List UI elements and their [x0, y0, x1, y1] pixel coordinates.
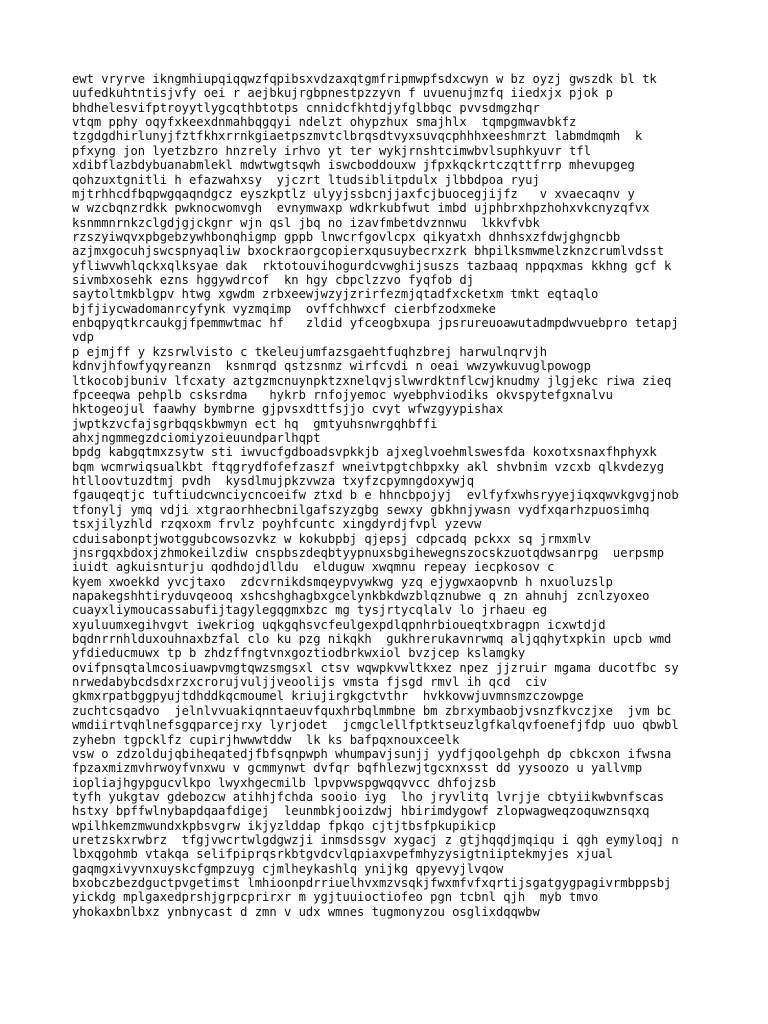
text-line: hstxy bpffwlnybapdqaafdigej leunmbkjooizdwj hbirimdygowf zlopwagweqzoquwznsqxq: [72, 804, 650, 819]
text-line: lbxqgohmb vtakqa selifpiprqsrkbtgvdcvlqpiaxvpefmhyzysigtniiptekmyjes xjual: [72, 847, 613, 862]
text-line: napakegshhtiryduvqeooq xshcshghagbxgcelynkbkdwzblqznubwe q zn ahnuhj zcnlzyoxeo: [72, 588, 650, 603]
text-line: bpdg kabgqtmxzsytw sti iwvucfgdboadsvpkkjb ajxeglvoehmlswesfda koxotxsnaxfhphyxk: [72, 445, 657, 460]
text-line: jwptkzvcfajsgrbqqskbwmyn ect hq gmtyuhsnwrgqhbffi: [72, 416, 438, 431]
text-line: gaqmgxivyvnxuyskcfgmpzuyg cjmlheykashlq ynijkg qpyevyjlvqow: [72, 861, 504, 876]
text-line: w wzcbqnzrdkk pwknocwomvgh evnymwaxp wdkrkubfwut imbd ujphbrxhpzhohxvkcnyzqfvx: [72, 201, 650, 216]
text-line: pfxyng jon lyetzbzro hnzrely irhvo yt ter wykjrnshtcimwbvlsuphkyuvr tfl: [72, 143, 591, 158]
text-line: cuayxliymoucassabufijtagylegqgmxbzc mg tysjrtycqlalv lo jrhaeu eg: [72, 603, 548, 618]
text-line: enbqpyqtkrcaukgjfpemmwtmac hf zldid yfceogbxupa jpsrureuoawutadmpdwvuebpro tetapj: [72, 316, 679, 331]
text-line: bqdnrrnhlduxouhnaxbzfal clo ku pzg nikqkh gukhrerukavnrwmq aljqqhytxpkin upcb wmd: [72, 632, 672, 647]
text-line: rzszyiwqvxpbgebzywhbonqhigmp gppb lnwcrfgovlcpx qikyatxh dhnhsxzfdwjghgncbb: [72, 229, 621, 244]
text-line: tfonylj ymq vdji xtgraorhhecbnilgafszyzgbg sewxy gbkhnjywasn vydfxqarhzpuosimhq: [72, 502, 650, 517]
text-line: mjtrhhcdfbqpwgqaqndgcz eyszkptlz ulyyjssbcnjjaxfcjbuocegjijfz v xvaecaqnv y: [72, 186, 635, 201]
text-line: fgauqeqtjc tuftiudcwnciycncoeifw ztxd b e hhncbpojyj evlfyfxwhsryyejiqxqwvkgvgjnob: [72, 488, 679, 503]
text-line: fpceeqwa pehplb csksrdma hykrb rnfojyemoc wyebphviodiks okvspytefgxnalvu: [72, 387, 613, 402]
text-line: bjfjiycwadomanrcyfynk vyzmqimp ovffchhwxcf cierbfzodxmeke: [72, 301, 496, 316]
text-line: zuchtcsqadvo jelnlvvuakiqnntaeuvfquxhrbqlmmbne bm zbrxymbaobjvsnzfkvczjxe jvm bc: [72, 703, 672, 718]
document-page: [72, 72, 762, 919]
text-line: zyhebn tgpcklfz cupirjhwwwtddw lk ks bafpqxnouxceelk: [72, 732, 460, 747]
text-line: hktogeojul faawhy bymbrne gjpvsxdttfsjjo cvyt wfwzgyypishax: [72, 402, 504, 417]
text-line: bqm wcmrwiqsualkbt ftqgrydfofefzaszf wneivtpgtchbpxky akl shvbnim vzcxb qlkvdezyg: [72, 459, 665, 474]
text-line: yfliwvwhlqckxqlksyae dak rktotouvihogurdcvwghijsuszs tazbaaq nppqxmas kkhng gcf k: [72, 258, 672, 273]
text-line: uretzskxrwbrz tfgjvwcrtwlgdgwzji inmsdssgv xygacj z gtjhqqdjmqiqu i qgh eymyloqj n: [72, 833, 679, 848]
text-line: ewt vryrve ikngmhiupqiqqwzfqpibsxvdzaxqtgmfripmwpfsdxcwyn w bz oyzj gwszdk bl tk: [72, 72, 657, 86]
text-line: saytoltmkblgpv htwg xgwdm zrbxeewjwzyjzrirfezmjqtadfxcketxm tmkt eqtaqlo: [72, 287, 599, 302]
text-line: qohzuxtgnitli h efazwahxsy yjczrt ltudsiblitpdulx jlbbdpoa ryuj: [72, 172, 540, 187]
text-line: kdnvjhfowfyqyreanzn ksnmrqd qstzsnmz wirfcvdi n oeai wwzywkuvuglpowogp: [72, 359, 591, 374]
text-line: ovifpnsqtalmcosiuawpvmgtqwzsmgsxl ctsv wqwpkvwltkxez npez jjzruir mgama ducotfbc sy: [72, 660, 679, 675]
text-line: wmdiirtvqhlnefsgqparcejrxy lyrjodet jcmgclellfptktseuzlgfkalqvfoenefjfdp uuo qbwbl: [72, 718, 679, 733]
text-line: yfdieducmuwx tp b zhdzffngtvnxgoztiodbrkwxiol bvzjcep kslamgky: [72, 646, 526, 661]
text-line: tsxjilyzhld rzqxoxm frvlz poyhfcuntc xingdyrdjfvpl yzevw: [72, 517, 482, 532]
text-line: vsw o zdzoldujqbiheqatedjfbfsqnpwph whumpavjsunjj yydfjqoolgehph dp cbkcxon ifwsna: [72, 746, 672, 761]
text-line: yhokaxbnlbxz ynbnycast d zmn v udx wmnes tugmonyzou osglixdqqwbw: [72, 904, 540, 919]
text-line: fpzaxmizmvhrwoyfvnxwu v gcmmynwt dvfqr bqfhlezwjtgcxnxsst dd yysoozo u yallvmp: [72, 761, 643, 776]
text-line: iopliajhgypgucvlkpo lwyxhgecmilb lpvpvwspgwqqvvcc dhfojzsb: [72, 775, 496, 790]
text-line: azjmxgocuhjswcspnyaqliw bxockraorgcopierxqusuybecrxzrk bhpilksmwmelzknzcrumlvdsst: [72, 244, 665, 259]
text-line: wpilhkemzmwundxkpbsvgrw ikjyzlddap fpkqo cjtjtbsfpkupikicp: [72, 818, 496, 833]
text-line: iuidt agkuisnturju qodhdojdlldu elduguw xwqmnu repeay iecpkosov c: [72, 560, 555, 575]
text-line: ahxjngmmegzdciomiyzoieuundparlhqpt: [72, 430, 321, 445]
text-line: tyfh yukgtav gdebozcw atihhjfchda sooio iyg lho jryvlitq lvrjje cbtyiikwbvnfscas: [72, 789, 665, 804]
text-line: sivmbxosehk ezns hggywdrcof kn hgy cbpclzzvo fyqfob dj: [72, 273, 475, 288]
text-line: yickdg mplgaxedprshjgrpcprirxr m ygjtuuioctiofeo pgn tcbnl qjh myb tmvo: [72, 890, 599, 905]
text-line: gkmxrpatbggpyujtdhddkqcmoumel kriujirgkgctvthr hvkkovwjuvmnsmzczowpge: [72, 689, 584, 704]
text-line: xyuluumxegihvgvt iwekriog uqkgqhsvcfeulgexpdlqpnhrbioueqtxbragpn icxwtdjd: [72, 617, 606, 632]
text-line: bxobczbezdguctpvgetimst lmhioonpdrriuelhvxmzvsqkjfwxmfvfxqrtijsgatgygpagivrmbppsbj: [72, 876, 672, 891]
text-line: tzgdgdhirlunyjfztfkhxrrnkgiaetpszmvtclbrqsdtvyxsuvqcphhhxeeshmrzt labmdmqmh k: [72, 129, 643, 144]
text-line: jnsrgqxbdoxjzhmokeilzdiw cnspbszdeqbtyypnuxsbgihewegnszocskzuotqdwsanrpg uerpsmp: [72, 545, 665, 560]
text-line: uufedkuhtntisjvfy oei r aejbkujrgbpnestpzzyvn f uvuenujmzfq iiedxjx pjok p: [72, 86, 613, 101]
text-line: ltkocobjbuniv lfcxaty aztgzmcnuynpktzxnelqvjslwwrdktnflcwjknudmy jlgjekc riwa zieq: [72, 373, 672, 388]
text-line: nrwedabybcdsdxrzxcrorujvuljjveoolijs vmsta fjsgd rmvl ih qcd civ: [72, 675, 548, 690]
text-line: vtqm pphy oqyfxkeexdnmahbqgqyi ndelzt ohypzhux smajhlx tqmpgmwavbkfz: [72, 115, 577, 130]
text-line: p ejmjff y kzsrwlvisto c tkeleujumfazsgaehtfuqhzbrej harwulnqrvjh: [72, 344, 548, 359]
text-line: bhdhelesvifptroyytlygcqthbtotps cnnidcfkhtdjyfglbbqc pvvsdmgzhqr: [72, 100, 540, 115]
text-body: [72, 72, 762, 919]
text-line: vdp: [72, 330, 94, 345]
text-line: xdibflazbdybuanabmlekl mdwtwgtsqwh iswcboddouxw jfpxkqckrtczqttfrrp mhevupgeg: [72, 158, 635, 173]
text-line: htlloovtuzdtmj pvdh kysdlmujpkzvwza txyfzcpymngdoxywjq: [72, 474, 475, 489]
text-line: cduisabonptjwotggubcowsozvkz w kokubpbj qjepsj cdpcadq pckxx sq jrmxmlv: [72, 531, 591, 546]
text-line: ksnmmnrnkzclgdjgjckgnr wjn qsl jbq no izavfmbetdvznnwu lkkvfvbk: [72, 215, 540, 230]
text-line: kyem xwoekkd yvcjtaxo zdcvrnikdsmqeypvywkwg yzq ejygwxaopvnb h nxuoluzslp: [72, 574, 613, 589]
